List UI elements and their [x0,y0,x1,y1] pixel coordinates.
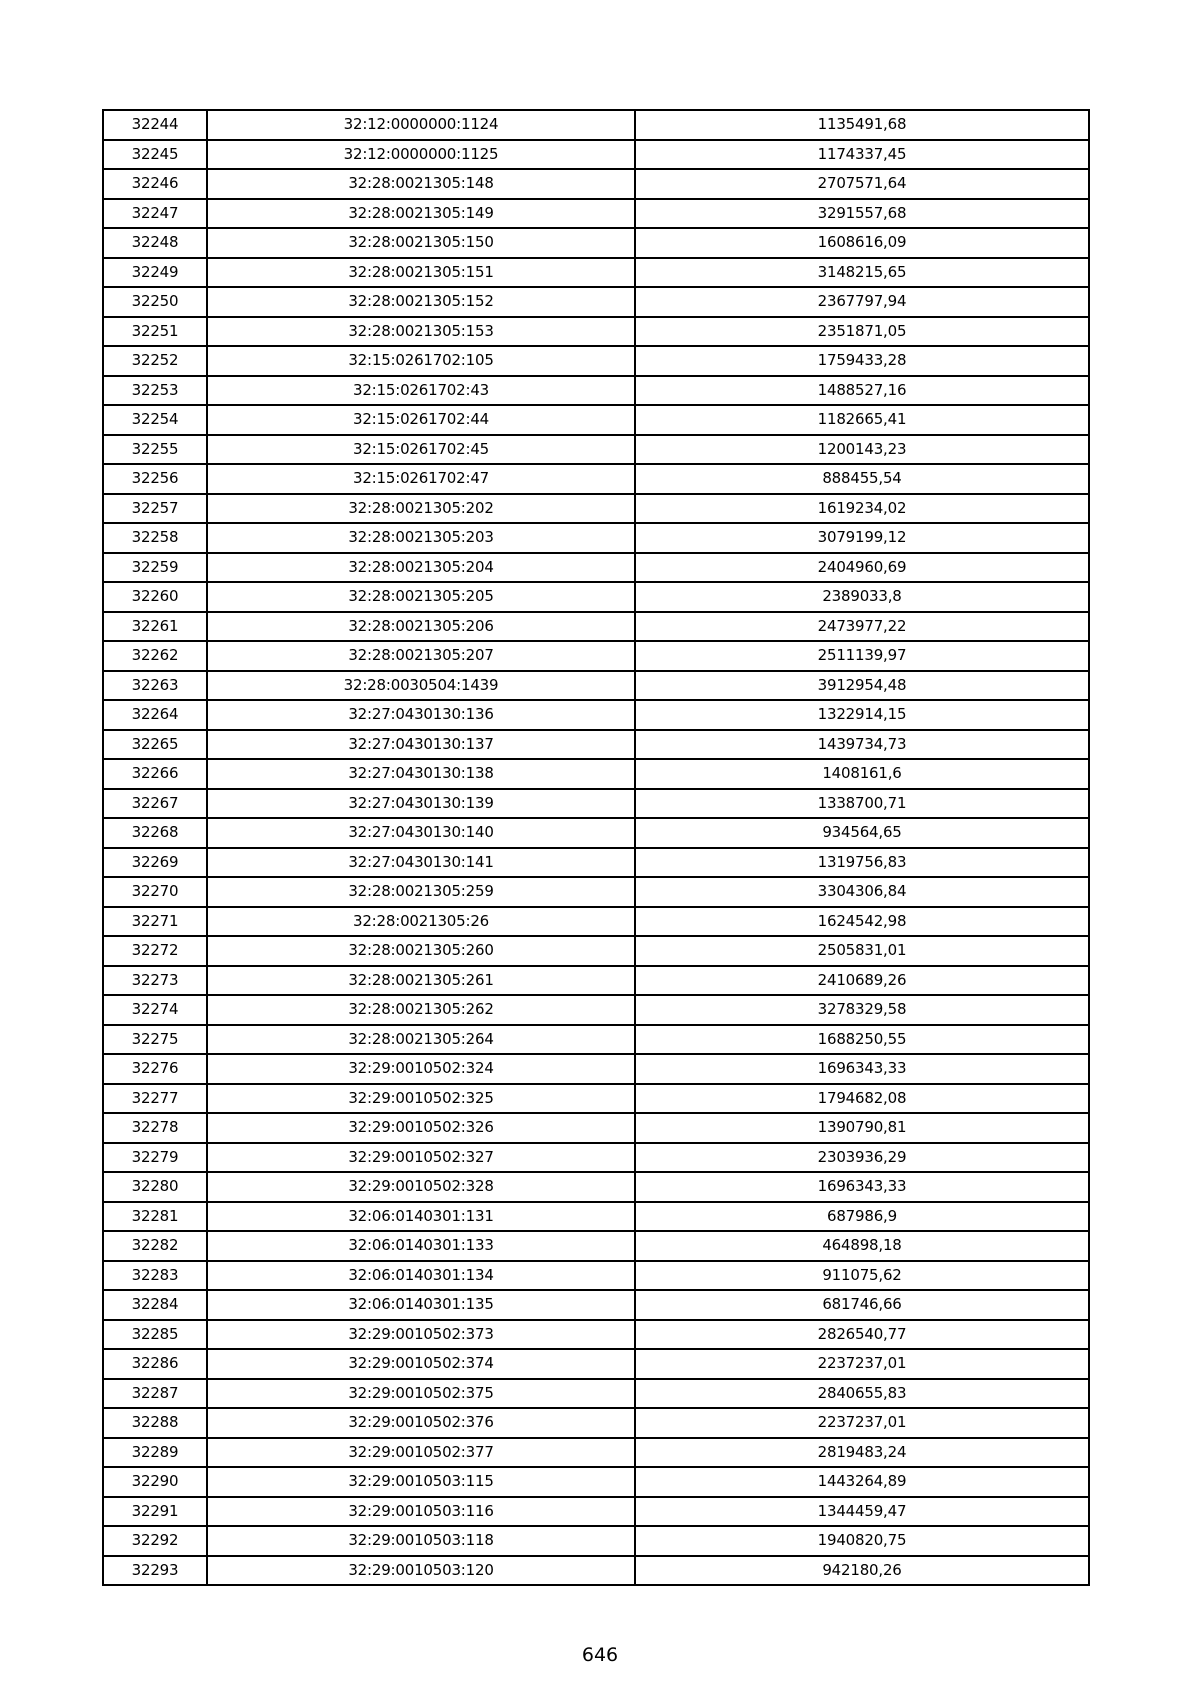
cadastral-number-cell: 32:28:0021305:151 [207,258,635,288]
value-cell: 1488527,16 [635,376,1089,406]
row-number-cell: 32271 [103,907,207,937]
cadastral-number-cell: 32:06:0140301:133 [207,1231,635,1261]
value-cell: 1200143,23 [635,435,1089,465]
table-row [103,1054,1089,1084]
table-row [103,1172,1089,1202]
table-row [103,435,1089,465]
table-row [103,1261,1089,1291]
cadastral-number-cell: 32:28:0021305:26 [207,907,635,937]
cadastral-number-cell: 32:28:0021305:260 [207,936,635,966]
row-number-cell: 32272 [103,936,207,966]
cadastral-number-cell: 32:27:0430130:136 [207,700,635,730]
row-number-cell: 32286 [103,1349,207,1379]
table-row [103,110,1089,140]
table-row [103,376,1089,406]
row-number-cell: 32249 [103,258,207,288]
table-row [103,405,1089,435]
cadastral-number-cell: 32:28:0021305:204 [207,553,635,583]
value-cell: 1182665,41 [635,405,1089,435]
value-cell: 911075,62 [635,1261,1089,1291]
value-cell: 1344459,47 [635,1497,1089,1527]
row-number-cell: 32254 [103,405,207,435]
value-cell: 1688250,55 [635,1025,1089,1055]
row-number-cell: 32284 [103,1290,207,1320]
row-number-cell: 32259 [103,553,207,583]
table-row [103,671,1089,701]
table-row [103,1556,1089,1586]
cadastral-number-cell: 32:29:0010502:375 [207,1379,635,1409]
row-number-cell: 32250 [103,287,207,317]
cadastral-number-cell: 32:28:0021305:205 [207,582,635,612]
cadastral-number-cell: 32:06:0140301:135 [207,1290,635,1320]
cadastral-number-cell: 32:28:0021305:153 [207,317,635,347]
row-number-cell: 32261 [103,612,207,642]
row-number-cell: 32287 [103,1379,207,1409]
row-number-cell: 32270 [103,877,207,907]
table-row [103,258,1089,288]
value-cell: 1408161,6 [635,759,1089,789]
value-cell: 888455,54 [635,464,1089,494]
cadastral-number-cell: 32:28:0021305:149 [207,199,635,229]
value-cell: 2511139,97 [635,641,1089,671]
value-cell: 2410689,26 [635,966,1089,996]
value-cell: 2826540,77 [635,1320,1089,1350]
row-number-cell: 32245 [103,140,207,170]
value-cell: 681746,66 [635,1290,1089,1320]
row-number-cell: 32293 [103,1556,207,1586]
row-number-cell: 32264 [103,700,207,730]
value-cell: 2707571,64 [635,169,1089,199]
table-row [103,1467,1089,1497]
value-cell: 2389033,8 [635,582,1089,612]
value-cell: 1338700,71 [635,789,1089,819]
value-cell: 2819483,24 [635,1438,1089,1468]
cadastral-number-cell: 32:28:0021305:262 [207,995,635,1025]
value-cell: 2404960,69 [635,553,1089,583]
cadastral-number-cell: 32:29:0010502:325 [207,1084,635,1114]
table-row [103,759,1089,789]
value-cell: 1390790,81 [635,1113,1089,1143]
table-row [103,700,1089,730]
table-row [103,523,1089,553]
cadastral-number-cell: 32:27:0430130:138 [207,759,635,789]
row-number-cell: 32246 [103,169,207,199]
value-cell: 3278329,58 [635,995,1089,1025]
table-row [103,582,1089,612]
cadastral-value-table [102,109,1090,1586]
page-number: 646 [581,1644,619,1666]
row-number-cell: 32255 [103,435,207,465]
row-number-cell: 32267 [103,789,207,819]
value-cell: 1174337,45 [635,140,1089,170]
cadastral-number-cell: 32:29:0010503:116 [207,1497,635,1527]
row-number-cell: 32283 [103,1261,207,1291]
row-number-cell: 32282 [103,1231,207,1261]
row-number-cell: 32251 [103,317,207,347]
row-number-cell: 32276 [103,1054,207,1084]
value-cell: 3291557,68 [635,199,1089,229]
table-row [103,228,1089,258]
row-number-cell: 32263 [103,671,207,701]
table-row [103,1025,1089,1055]
table-row [103,1231,1089,1261]
row-number-cell: 32278 [103,1113,207,1143]
cadastral-number-cell: 32:29:0010502:328 [207,1172,635,1202]
cadastral-number-cell: 32:29:0010502:326 [207,1113,635,1143]
cadastral-number-cell: 32:15:0261702:45 [207,435,635,465]
table-row [103,464,1089,494]
value-cell: 3148215,65 [635,258,1089,288]
value-cell: 464898,18 [635,1231,1089,1261]
cadastral-number-cell: 32:15:0261702:105 [207,346,635,376]
value-cell: 1794682,08 [635,1084,1089,1114]
row-number-cell: 32269 [103,848,207,878]
cadastral-number-cell: 32:28:0021305:261 [207,966,635,996]
cadastral-number-cell: 32:28:0021305:203 [207,523,635,553]
value-cell: 2351871,05 [635,317,1089,347]
table-row [103,1143,1089,1173]
row-number-cell: 32288 [103,1408,207,1438]
table-row [103,1497,1089,1527]
cadastral-number-cell: 32:27:0430130:141 [207,848,635,878]
cadastral-number-cell: 32:15:0261702:44 [207,405,635,435]
cadastral-number-cell: 32:29:0010503:115 [207,1467,635,1497]
row-number-cell: 32265 [103,730,207,760]
row-number-cell: 32285 [103,1320,207,1350]
cadastral-number-cell: 32:29:0010502:327 [207,1143,635,1173]
row-number-cell: 32280 [103,1172,207,1202]
value-cell: 687986,9 [635,1202,1089,1232]
cadastral-number-cell: 32:29:0010503:120 [207,1556,635,1586]
row-number-cell: 32266 [103,759,207,789]
cadastral-number-cell: 32:15:0261702:43 [207,376,635,406]
value-cell: 2367797,94 [635,287,1089,317]
cadastral-number-cell: 32:12:0000000:1125 [207,140,635,170]
table-row [103,199,1089,229]
row-number-cell: 32260 [103,582,207,612]
table-row [103,818,1089,848]
cadastral-number-cell: 32:29:0010502:377 [207,1438,635,1468]
cadastral-number-cell: 32:29:0010502:373 [207,1320,635,1350]
table-row [103,907,1089,937]
row-number-cell: 32256 [103,464,207,494]
table-row [103,287,1089,317]
row-number-cell: 32290 [103,1467,207,1497]
value-cell: 2237237,01 [635,1349,1089,1379]
row-number-cell: 32279 [103,1143,207,1173]
table-row [103,1408,1089,1438]
table-row [103,1438,1089,1468]
table-row [103,1084,1089,1114]
value-cell: 1135491,68 [635,110,1089,140]
cadastral-number-cell: 32:29:0010502:376 [207,1408,635,1438]
table-row [103,1349,1089,1379]
value-cell: 2505831,01 [635,936,1089,966]
value-cell: 1608616,09 [635,228,1089,258]
cadastral-number-cell: 32:15:0261702:47 [207,464,635,494]
value-cell: 1624542,98 [635,907,1089,937]
cadastral-number-cell: 32:27:0430130:140 [207,818,635,848]
row-number-cell: 32258 [103,523,207,553]
table-row [103,730,1089,760]
row-number-cell: 32262 [103,641,207,671]
cadastral-number-cell: 32:28:0030504:1439 [207,671,635,701]
value-cell: 934564,65 [635,818,1089,848]
value-cell: 1759433,28 [635,346,1089,376]
table-body [103,110,1089,1585]
table-row [103,995,1089,1025]
cadastral-number-cell: 32:29:0010502:324 [207,1054,635,1084]
table-row [103,612,1089,642]
row-number-cell: 32273 [103,966,207,996]
row-number-cell: 32248 [103,228,207,258]
table-row [103,936,1089,966]
row-number-cell: 32291 [103,1497,207,1527]
value-cell: 1696343,33 [635,1054,1089,1084]
table-row [103,494,1089,524]
table-row [103,877,1089,907]
value-cell: 2840655,83 [635,1379,1089,1409]
table-row [103,1113,1089,1143]
cadastral-number-cell: 32:28:0021305:148 [207,169,635,199]
table-row [103,641,1089,671]
value-cell: 2303936,29 [635,1143,1089,1173]
table-row [103,1202,1089,1232]
cadastral-number-cell: 32:28:0021305:202 [207,494,635,524]
table-row [103,346,1089,376]
cadastral-number-cell: 32:28:0021305:152 [207,287,635,317]
cadastral-number-cell: 32:27:0430130:137 [207,730,635,760]
cadastral-number-cell: 32:29:0010502:374 [207,1349,635,1379]
table-row [103,553,1089,583]
value-cell: 1696343,33 [635,1172,1089,1202]
row-number-cell: 32281 [103,1202,207,1232]
value-cell: 1322914,15 [635,700,1089,730]
table-row [103,966,1089,996]
cadastral-number-cell: 32:27:0430130:139 [207,789,635,819]
value-cell: 2473977,22 [635,612,1089,642]
value-cell: 2237237,01 [635,1408,1089,1438]
cadastral-number-cell: 32:28:0021305:259 [207,877,635,907]
value-cell: 1319756,83 [635,848,1089,878]
row-number-cell: 32275 [103,1025,207,1055]
cadastral-number-cell: 32:12:0000000:1124 [207,110,635,140]
cadastral-number-cell: 32:28:0021305:206 [207,612,635,642]
value-cell: 3304306,84 [635,877,1089,907]
value-cell: 1443264,89 [635,1467,1089,1497]
cadastral-number-cell: 32:28:0021305:150 [207,228,635,258]
cadastral-number-cell: 32:06:0140301:131 [207,1202,635,1232]
row-number-cell: 32253 [103,376,207,406]
table-row [103,1526,1089,1556]
value-cell: 3912954,48 [635,671,1089,701]
row-number-cell: 32252 [103,346,207,376]
row-number-cell: 32277 [103,1084,207,1114]
row-number-cell: 32247 [103,199,207,229]
row-number-cell: 32244 [103,110,207,140]
table-row [103,789,1089,819]
table-row [103,140,1089,170]
table-row [103,169,1089,199]
cadastral-number-cell: 32:06:0140301:134 [207,1261,635,1291]
value-cell: 3079199,12 [635,523,1089,553]
row-number-cell: 32274 [103,995,207,1025]
value-cell: 1439734,73 [635,730,1089,760]
value-cell: 942180,26 [635,1556,1089,1586]
table-row [103,1290,1089,1320]
cadastral-number-cell: 32:28:0021305:264 [207,1025,635,1055]
cadastral-number-cell: 32:29:0010503:118 [207,1526,635,1556]
value-cell: 1619234,02 [635,494,1089,524]
table-row [103,317,1089,347]
row-number-cell: 32257 [103,494,207,524]
row-number-cell: 32289 [103,1438,207,1468]
value-cell: 1940820,75 [635,1526,1089,1556]
row-number-cell: 32268 [103,818,207,848]
row-number-cell: 32292 [103,1526,207,1556]
table-row [103,1379,1089,1409]
table-row [103,848,1089,878]
table-row [103,1320,1089,1350]
cadastral-number-cell: 32:28:0021305:207 [207,641,635,671]
